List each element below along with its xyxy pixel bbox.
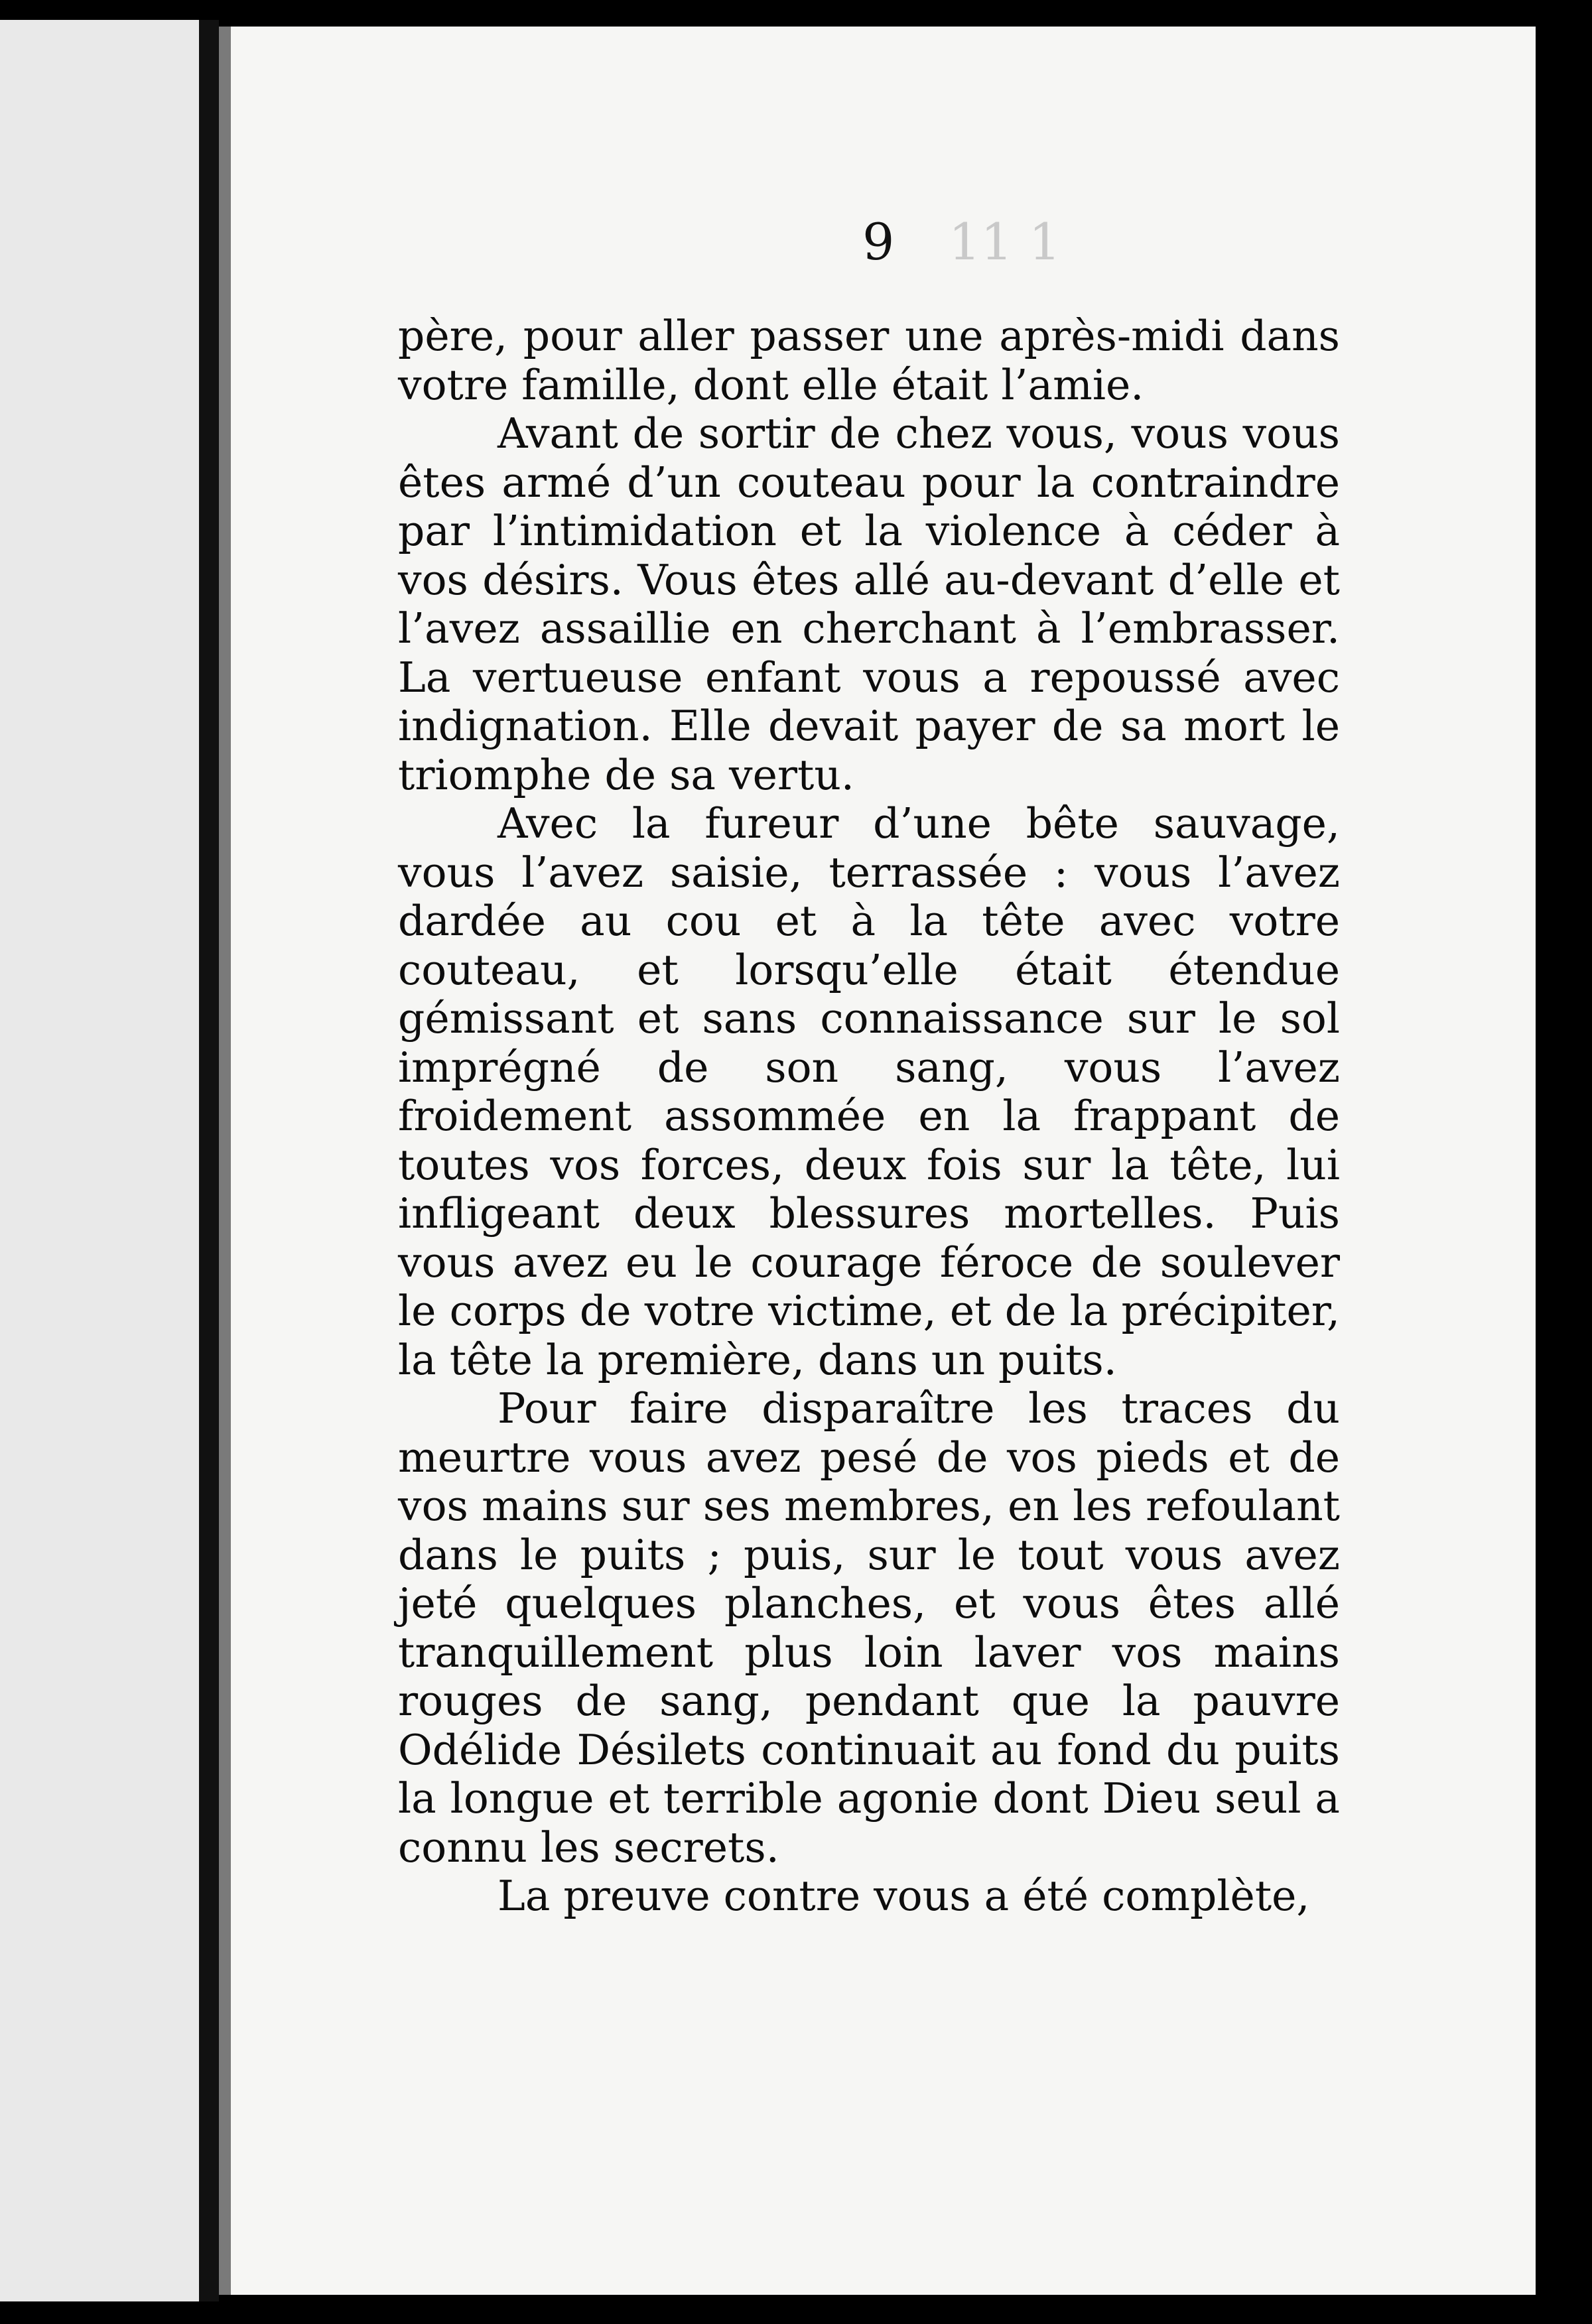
page-shadow	[219, 27, 231, 2295]
paragraph-1: père, pour aller passer une après-midi dans votre famille, dont elle était l’amie.	[398, 312, 1340, 409]
page-body-text	[398, 312, 1340, 1921]
left-page-edge	[0, 20, 199, 2301]
page-number-bleedthrough: 11 1	[949, 212, 1061, 271]
page-number: 9	[862, 212, 895, 271]
paragraph-4: Pour faire disparaître les traces du meurtre vous avez pesé de vos pieds et de vos mains sur ses membres, en les refoulant dans le puits ; puis, sur le tout vous avez jeté quelques planches, et vous êtes allé tranquillement plus loin laver vos mains rouges de sang, pendant que la pauvre Odélide Désilets continuait au fond du puits la longue et terrible agonie dont Dieu seul a connu les secrets.	[398, 1384, 1340, 1872]
paragraph-2: Avant de sortir de chez vous, vous vous êtes armé d’un couteau pour la contraindre par l’intimidation et la violence à céder à vos désirs. Vous êtes allé au-devant d’elle et l’avez assaillie en cherchant à l’embrasser. La vertueuse enfant vous a repoussé avec indignation. Elle devait payer de sa mort le triomphe de sa vertu.	[398, 409, 1340, 799]
binding-gutter	[199, 20, 219, 2301]
paragraph-5: La preuve contre vous a été complète,	[498, 1872, 1310, 1920]
paragraph-3: Avec la fureur d’une bête sauvage, vous l’avez saisie, terrassée : vous l’avez dardée au cou et à la tête avec votre couteau, et lorsqu’elle était étendue gémissant et sans connaissance sur le sol imprégné de son sang, vous l’avez froidement assommée en la frappant de toutes vos forces, deux fois sur la tête, lui infligeant deux blessures mortelles. Puis vous avez eu le courage féroce de soulever le corps de votre victime, et de la précipiter, la tête la première, dans un puits.	[398, 799, 1340, 1384]
